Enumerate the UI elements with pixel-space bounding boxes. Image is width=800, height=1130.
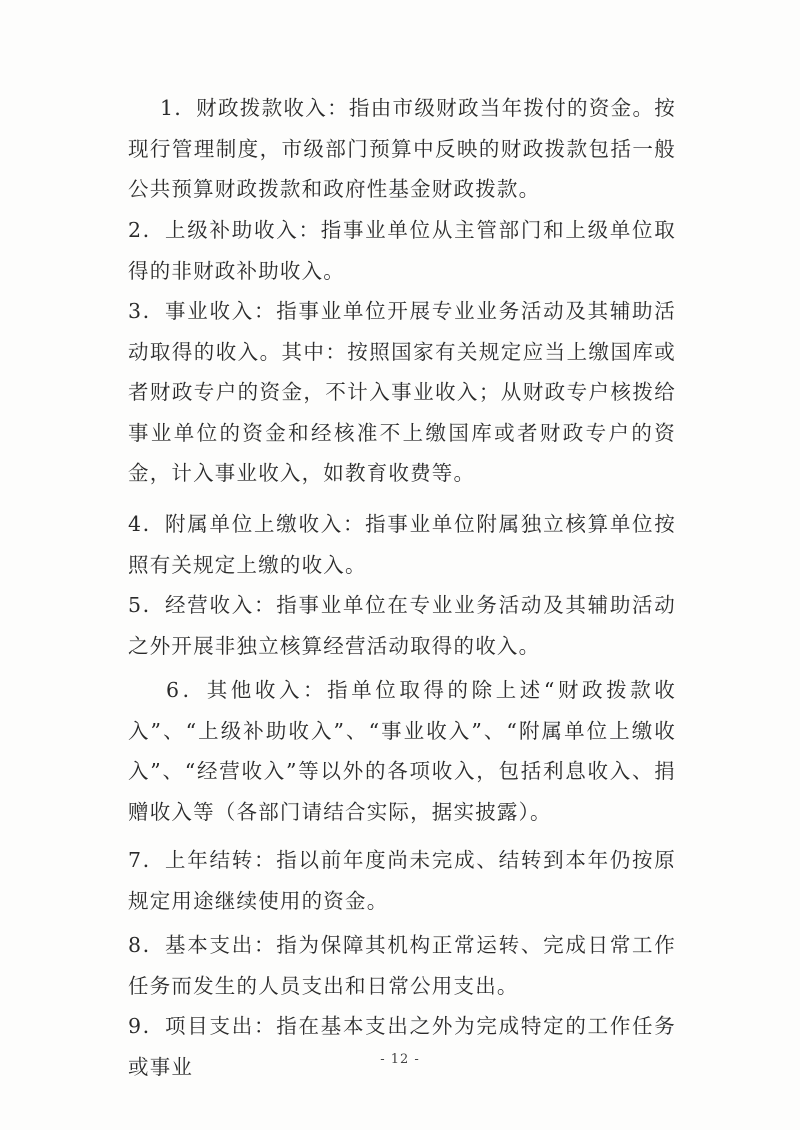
definition-item-4: 4．附属单位上缴收入：指事业单位附属独立核算单位按照有关规定上缴的收入。 [128, 512, 676, 577]
definition-item-7: 7．上年结转：指以前年度尚未完成、结转到本年仍按原规定用途继续使用的资金。 [128, 848, 676, 913]
definition-item-6: 6．其他收入：指单位取得的除上述“财政拨款收入”、“上级补助收入”、“事业收入”、“附属单位上缴收入”、“经营收入”等以外的各项收入，包括利息收入、捐赠收入等（各部门请结合实际，据实披露）。 [128, 678, 676, 824]
definition-item-8: 8．基本支出：指为保障其机构正常运转、完成日常工作任务而发生的人员支出和日常公用支出。 [128, 933, 676, 998]
definition-item-5: 5．经营收入：指事业单位在专业业务活动及其辅助活动之外开展非独立核算经营活动取得的收入。 [128, 593, 676, 658]
definition-item-1: 1．财政拨款收入：指由市级财政当年拨付的资金。按现行管理制度，市级部门预算中反映的财政拨款包括一般公共预算财政拨款和政府性基金财政拨款。 [128, 96, 676, 201]
definition-item-9: 9．项目支出：指在基本支出之外为完成特定的工作任务或事业 [128, 1014, 676, 1079]
definition-item-3: 3．事业收入：指事业单位开展专业业务活动及其辅助活动取得的收入。其中：按照国家有关规定应当上缴国库或者财政专户的资金，不计入事业收入；从财政专户核拨给事业单位的资金和经核准不上缴国库或者财政专户的资金，计入事业收入，如教育收费等。 [128, 299, 676, 485]
page-number: - 12 - [380, 1052, 420, 1067]
definition-item-2: 2．上级补助收入：指事业单位从主管部门和上级单位取得的非财政补助收入。 [128, 218, 676, 283]
